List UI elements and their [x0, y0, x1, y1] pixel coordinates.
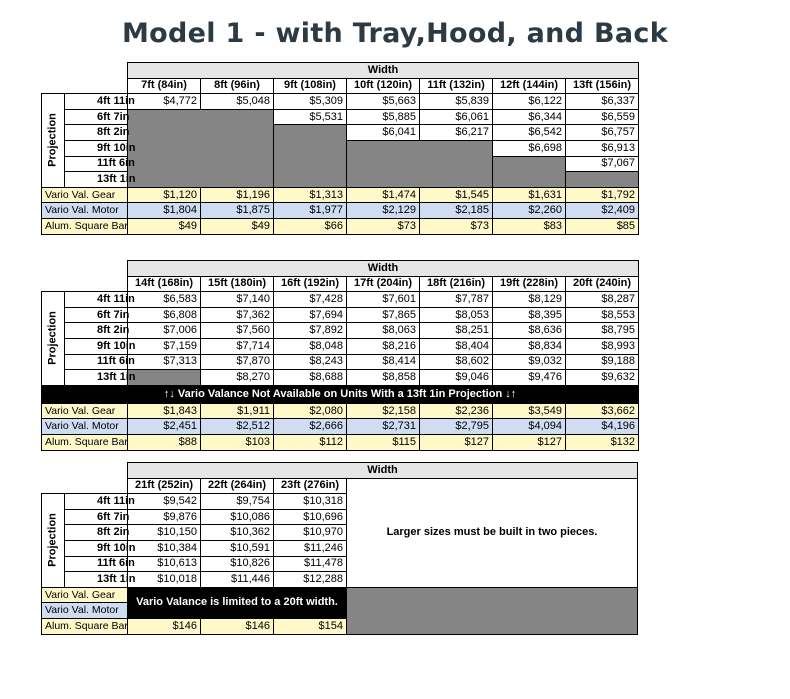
gear-price: $2,236	[420, 403, 493, 419]
price-cell: $7,006	[128, 323, 201, 339]
price-cell: $6,542	[493, 125, 566, 141]
price-cell: $8,688	[274, 370, 347, 386]
unavailable-block	[347, 140, 493, 187]
price-cell: $7,787	[420, 292, 493, 308]
price-cell: $8,270	[201, 370, 274, 386]
price-cell: $6,559	[566, 109, 639, 125]
projection-row-header: 6ft 7in	[65, 109, 128, 125]
unavailable-block	[493, 156, 566, 187]
square-bar-label: Alum. Square Bar	[42, 434, 128, 450]
price-cell: $6,337	[566, 94, 639, 110]
price-table-14-20ft	[41, 260, 639, 451]
projection-row-header: 13ft 1in	[65, 370, 128, 386]
square-bar-label: Alum. Square Bar	[42, 218, 128, 234]
price-cell: $10,613	[128, 556, 201, 572]
price-cell: $9,188	[566, 354, 639, 370]
motor-price: $2,260	[493, 203, 566, 219]
price-cell: $7,892	[274, 323, 347, 339]
price-cell: $9,476	[493, 370, 566, 386]
projection-row-header: 8ft 2in	[65, 125, 128, 141]
projection-row-header: 8ft 2in	[65, 525, 128, 541]
price-cell: $10,826	[201, 556, 274, 572]
motor-label: Vario Val. Motor	[42, 419, 128, 435]
motor-price: $2,451	[128, 419, 201, 435]
price-cell: $5,531	[274, 109, 347, 125]
width-col-header: 16ft (192in)	[274, 276, 347, 292]
motor-price: $4,094	[493, 419, 566, 435]
price-cell: $8,216	[347, 338, 420, 354]
square-bar-price: $146	[128, 618, 201, 634]
motor-price: $1,875	[201, 203, 274, 219]
price-cell: $11,446	[201, 572, 274, 588]
price-cell: $7,313	[128, 354, 201, 370]
price-cell: $10,018	[128, 572, 201, 588]
price-cell: $7,428	[274, 292, 347, 308]
price-cell: $10,086	[201, 509, 274, 525]
gear-price: $1,631	[493, 187, 566, 203]
width-col-header: 15ft (180in)	[201, 276, 274, 292]
motor-label: Vario Val. Motor	[42, 603, 128, 619]
projection-row-header: 9ft 10in	[65, 140, 128, 156]
width-col-header: 19ft (228in)	[493, 276, 566, 292]
price-cell: $5,309	[274, 94, 347, 110]
price-cell: $6,041	[347, 125, 420, 141]
price-cell: $10,696	[274, 509, 347, 525]
unavailable-block	[347, 587, 638, 634]
width-col-header: 13ft (156in)	[566, 78, 639, 94]
price-cell: $8,243	[274, 354, 347, 370]
price-cell: $12,288	[274, 572, 347, 588]
width-col-header: 11ft (132in)	[420, 78, 493, 94]
projection-label: Projection	[42, 94, 65, 188]
square-bar-price: $127	[493, 434, 566, 450]
gear-label: Vario Val. Gear	[42, 187, 128, 203]
motor-price: $2,185	[420, 203, 493, 219]
price-cell: $5,663	[347, 94, 420, 110]
projection-row-header: 4ft 11in	[65, 292, 128, 308]
width-col-header: 23ft (276in)	[274, 478, 347, 494]
gear-price: $3,662	[566, 403, 639, 419]
price-cell: $11,478	[274, 556, 347, 572]
price-cell: $6,808	[128, 307, 201, 323]
projection-row-header: 6ft 7in	[65, 509, 128, 525]
motor-price: $2,795	[420, 419, 493, 435]
price-cell: $5,048	[201, 94, 274, 110]
motor-label: Vario Val. Motor	[42, 203, 128, 219]
gear-price: $1,911	[201, 403, 274, 419]
price-cell: $7,067	[566, 156, 639, 172]
price-cell: $8,129	[493, 292, 566, 308]
price-cell: $6,122	[493, 94, 566, 110]
projection-row-header: 11ft 6in	[65, 556, 128, 572]
width-col-header: 22ft (264in)	[201, 478, 274, 494]
price-cell: $8,287	[566, 292, 639, 308]
motor-price: $4,196	[566, 419, 639, 435]
price-cell: $8,795	[566, 323, 639, 339]
gear-price: $1,792	[566, 187, 639, 203]
price-cell: $6,217	[420, 125, 493, 141]
price-cell: $8,053	[420, 307, 493, 323]
price-cell: $7,560	[201, 323, 274, 339]
price-cell: $8,414	[347, 354, 420, 370]
price-cell: $8,395	[493, 307, 566, 323]
motor-price: $2,409	[566, 203, 639, 219]
price-cell: $6,061	[420, 109, 493, 125]
unavailable-block	[128, 370, 201, 386]
price-cell: $7,159	[128, 338, 201, 354]
square-bar-price: $49	[201, 218, 274, 234]
price-cell: $8,993	[566, 338, 639, 354]
square-bar-price: $73	[420, 218, 493, 234]
price-cell: $6,583	[128, 292, 201, 308]
price-cell: $7,694	[274, 307, 347, 323]
projection-row-header: 13ft 1in	[65, 172, 128, 188]
motor-price: $2,666	[274, 419, 347, 435]
price-cell: $9,046	[420, 370, 493, 386]
gear-label: Vario Val. Gear	[42, 587, 128, 603]
price-cell: $9,632	[566, 370, 639, 386]
price-cell: $7,865	[347, 307, 420, 323]
motor-price: $1,804	[128, 203, 201, 219]
motor-price: $1,977	[274, 203, 347, 219]
gear-price: $2,080	[274, 403, 347, 419]
width-col-header: 14ft (168in)	[128, 276, 201, 292]
price-cell: $8,834	[493, 338, 566, 354]
square-bar-price: $88	[128, 434, 201, 450]
price-cell: $10,362	[201, 525, 274, 541]
width-col-header: 21ft (252in)	[128, 478, 201, 494]
price-table-7-13ft	[41, 62, 639, 235]
gear-price: $2,158	[347, 403, 420, 419]
price-cell: $7,601	[347, 292, 420, 308]
square-bar-price: $112	[274, 434, 347, 450]
projection-row-header: 4ft 11in	[65, 94, 128, 110]
price-cell: $10,970	[274, 525, 347, 541]
square-bar-price: $103	[201, 434, 274, 450]
projection-row-header: 4ft 11in	[65, 494, 128, 510]
width-col-header: 20ft (240in)	[566, 276, 639, 292]
projection-row-header: 9ft 10in	[65, 540, 128, 556]
square-bar-price: $49	[128, 218, 201, 234]
unavailable-block	[128, 109, 274, 187]
price-cell: $8,048	[274, 338, 347, 354]
projection-row-header: 11ft 6in	[65, 354, 128, 370]
gear-price: $1,313	[274, 187, 347, 203]
width-header: Width	[128, 63, 639, 79]
price-table-21-23ft	[41, 462, 638, 635]
price-cell: $8,636	[493, 323, 566, 339]
width-col-header: 18ft (216in)	[420, 276, 493, 292]
price-cell: $8,063	[347, 323, 420, 339]
width-col-header: 10ft (120in)	[347, 78, 420, 94]
price-cell: $6,757	[566, 125, 639, 141]
square-bar-price: $146	[201, 618, 274, 634]
projection-row-header: 8ft 2in	[65, 323, 128, 339]
valance-notice: ↑↓ Vario Valance Not Available on Units With a 13ft 1in Projection ↓↑	[42, 385, 639, 403]
price-cell: $10,318	[274, 494, 347, 510]
projection-row-header: 6ft 7in	[65, 307, 128, 323]
square-bar-price: $127	[420, 434, 493, 450]
gear-label: Vario Val. Gear	[42, 403, 128, 419]
square-bar-price: $83	[493, 218, 566, 234]
price-cell: $10,150	[128, 525, 201, 541]
unavailable-block	[274, 125, 347, 187]
gear-price: $1,120	[128, 187, 201, 203]
width-col-header: 7ft (84in)	[128, 78, 201, 94]
projection-row-header: 11ft 6in	[65, 156, 128, 172]
price-cell: $9,032	[493, 354, 566, 370]
projection-label: Projection	[42, 494, 65, 588]
square-bar-price: $66	[274, 218, 347, 234]
price-cell: $10,384	[128, 540, 201, 556]
price-cell: $5,839	[420, 94, 493, 110]
price-cell: $7,870	[201, 354, 274, 370]
width-col-header: 12ft (144in)	[493, 78, 566, 94]
gear-price: $3,549	[493, 403, 566, 419]
price-cell: $6,698	[493, 140, 566, 156]
motor-price: $2,512	[201, 419, 274, 435]
square-bar-price: $85	[566, 218, 639, 234]
width-col-header: 17ft (204in)	[347, 276, 420, 292]
price-cell: $8,858	[347, 370, 420, 386]
price-cell: $5,885	[347, 109, 420, 125]
price-cell: $8,602	[420, 354, 493, 370]
square-bar-price: $132	[566, 434, 639, 450]
square-bar-price: $115	[347, 434, 420, 450]
width-col-header: 9ft (108in)	[274, 78, 347, 94]
motor-price: $2,129	[347, 203, 420, 219]
gear-price: $1,545	[420, 187, 493, 203]
price-cell: $9,876	[128, 509, 201, 525]
gear-price: $1,474	[347, 187, 420, 203]
price-cell: $10,591	[201, 540, 274, 556]
projection-row-header: 13ft 1in	[65, 572, 128, 588]
valance-limit-note: Vario Valance is limited to a 20ft width.	[128, 587, 347, 618]
width-header: Width	[128, 463, 638, 479]
price-cell: $8,404	[420, 338, 493, 354]
projection-row-header: 9ft 10in	[65, 338, 128, 354]
gear-price: $1,843	[128, 403, 201, 419]
price-cell: $8,553	[566, 307, 639, 323]
price-cell: $6,344	[493, 109, 566, 125]
page-title: Model 1 - with Tray,Hood, and Back	[122, 18, 668, 49]
price-cell: $6,913	[566, 140, 639, 156]
unavailable-block	[566, 172, 639, 188]
price-cell: $8,251	[420, 323, 493, 339]
square-bar-price: $73	[347, 218, 420, 234]
width-header: Width	[128, 261, 639, 277]
price-cell: $9,542	[128, 494, 201, 510]
price-cell: $4,772	[128, 94, 201, 110]
price-cell: $11,246	[274, 540, 347, 556]
larger-sizes-note: Larger sizes must be built in two pieces.	[347, 478, 638, 587]
square-bar-label: Alum. Square Bar	[42, 618, 128, 634]
price-cell: $9,754	[201, 494, 274, 510]
square-bar-price: $154	[274, 618, 347, 634]
motor-price: $2,731	[347, 419, 420, 435]
projection-label: Projection	[42, 292, 65, 386]
price-cell: $7,140	[201, 292, 274, 308]
gear-price: $1,196	[201, 187, 274, 203]
width-col-header: 8ft (96in)	[201, 78, 274, 94]
price-cell: $7,714	[201, 338, 274, 354]
price-cell: $7,362	[201, 307, 274, 323]
